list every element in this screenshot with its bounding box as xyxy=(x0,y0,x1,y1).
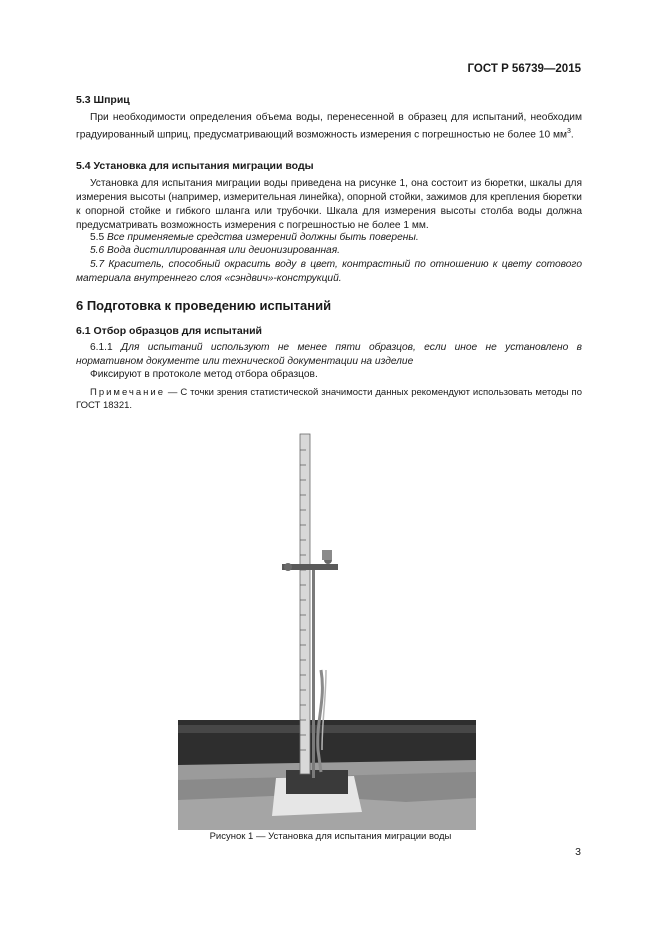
section-5-7-text: Краситель, способный окрасить воду в цвет, контрастный по отношению к цвету сотового материала внутреннего слоя «сэндвич»-конструкций. xyxy=(76,259,582,284)
section-5-3-body: При необходимости определения объема воды, перенесенной в образец для испытаний, необходим градуированный шприц, предусматривающий возможность измерения с погрешностью не более 10 мм xyxy=(76,112,582,141)
measuring-ruler xyxy=(300,434,310,774)
section-5-4-text: Установка для испытания миграции воды приведена на рисунке 1, она состоит из бюретки, шкалы для измерения высоты (например, измерительная линейка), опорной стойки, зажимов для крепления бюретки к опорной стойке и гибкого шланга или трубочки. Шкала для измерения высоты столба воды должна предусматривать возможность измерения с погрешностью не более 1 мм. xyxy=(76,178,582,231)
note xyxy=(76,386,582,412)
section-6-1-1-num: 6.1.1 xyxy=(90,342,113,353)
section-5-3-tail: . xyxy=(570,129,574,141)
section-5-7-num: 5.7 xyxy=(90,259,105,270)
section-5-5-text: Все применяемые средства измерений должны быть поверены. xyxy=(107,232,419,243)
section-5-5-num: 5.5 xyxy=(90,232,105,243)
section-5-3-heading: 5.3 Шприц xyxy=(76,94,130,106)
section-6-1-1 xyxy=(76,341,582,369)
figure-1-photo xyxy=(176,420,476,830)
section-6-1-heading: 6.1 Отбор образцов для испытаний xyxy=(76,325,263,337)
figure-caption: Рисунок 1 — Установка для испытания миграции воды xyxy=(209,831,452,842)
section-6-1-1-text2: Фиксируют в протоколе метод отбора образцов. xyxy=(90,369,318,380)
support-stand xyxy=(312,570,315,778)
section-5-7 xyxy=(76,258,582,286)
cubic-superscript: 3 xyxy=(566,128,571,135)
section-5-3-text xyxy=(76,111,582,142)
section-5-6-num: 5.6 xyxy=(90,245,105,256)
section-5-6-text: Вода дистиллированная или деионизированная. xyxy=(107,245,340,256)
section-5-4-heading: 5.4 Установка для испытания миграции воды xyxy=(76,160,314,172)
document-standard-number: ГОСТ Р 56739—2015 xyxy=(467,63,581,75)
section-6-1-1-text: Для испытаний используют не менее пяти образцов, если иное не установлено в нормативном документе или технической документации на изделие xyxy=(76,342,582,367)
section-5-5 xyxy=(76,231,582,245)
page-number: 3 xyxy=(575,846,581,858)
note-label: Примечание xyxy=(90,387,165,398)
note-text: — С точки зрения статистической значимости данных рекомендуют использовать методы по ГОСТ 18321. xyxy=(76,387,582,411)
section-5-6 xyxy=(76,244,582,258)
section-6-heading: 6 Подготовка к проведению испытаний xyxy=(76,298,332,313)
